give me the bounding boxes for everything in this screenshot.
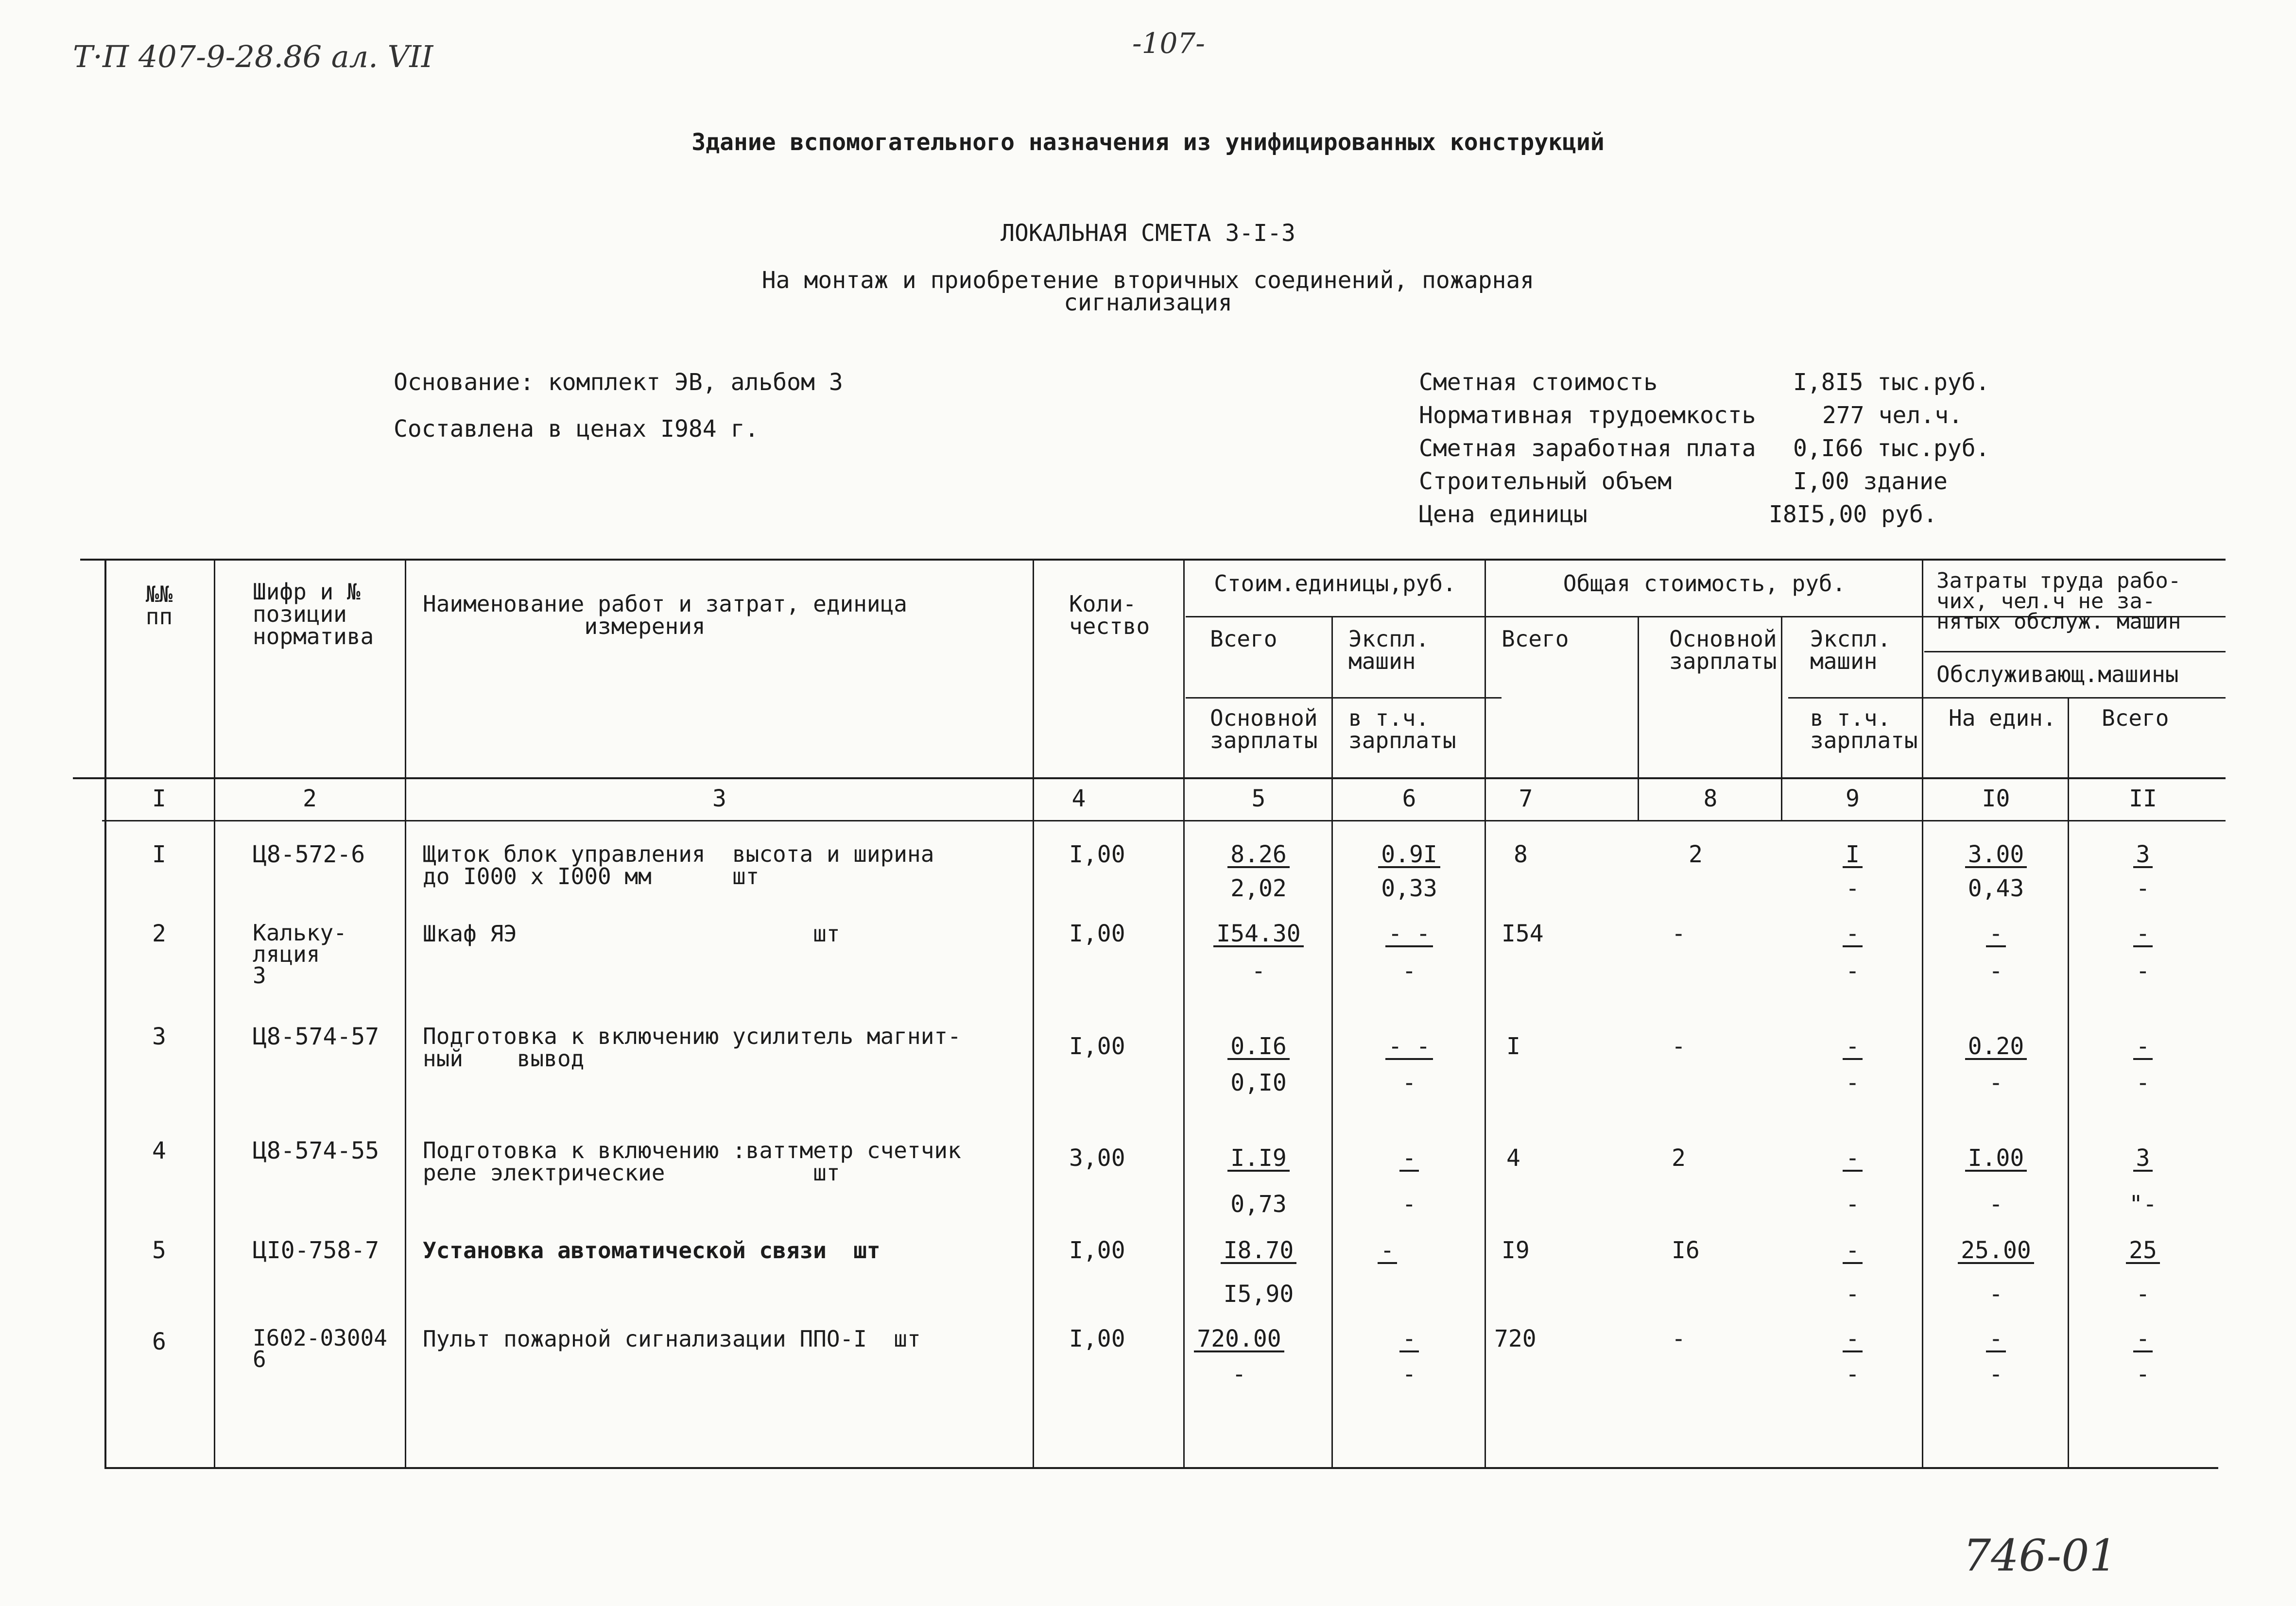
row-name: Подготовка к включению усилитель магнит- ный вывод	[423, 1023, 961, 1072]
row-number: I	[152, 841, 166, 868]
unit-machine: - -	[1385, 1035, 1433, 1060]
row-name: Установка автоматической связи шт	[423, 1237, 880, 1264]
summary-label-wage: Сметная заработная плата	[1419, 435, 1756, 462]
row-qty: I,00	[1069, 920, 1125, 947]
col-header-unit-cost: Стоим.единицы,руб.	[1214, 570, 1456, 597]
labor-per-unit-service: -	[1989, 1281, 2003, 1308]
total-machine-wage: -	[1846, 1361, 1860, 1388]
labor-total: 25	[2126, 1239, 2160, 1264]
col-header-name: Наименование работ и затрат, единица измерения	[423, 591, 907, 639]
col-header-code: Шифр и № позиции норматива	[253, 579, 374, 649]
col-number: II	[2129, 785, 2157, 812]
labor-per-unit-service: -	[1989, 1191, 2003, 1218]
unit-machine-wage: 0,33	[1381, 875, 1437, 902]
row-number: 3	[152, 1023, 166, 1050]
summary-value-labor: 277 чел.ч.	[1822, 402, 1963, 429]
col-header-labor-unit: На един.	[1949, 705, 2056, 731]
row-number: 6	[152, 1328, 166, 1355]
summary-label-labor: Нормативная трудоемкость	[1419, 402, 1756, 429]
total-all: 4	[1506, 1145, 1520, 1172]
row-code: Кальку- ляция 3	[253, 920, 347, 989]
building-title: Здание вспомогательного назначения из унифицированных конструкций	[691, 129, 1605, 156]
summary-label-cost: Сметная стоимость	[1419, 369, 1658, 396]
row-code: Ц8-574-57	[253, 1023, 380, 1050]
unit-cost-total: I54.30	[1213, 922, 1303, 947]
total-all: I	[1506, 1033, 1520, 1060]
col-header-total-cost: Общая стоимость, руб.	[1563, 570, 1846, 597]
col-number: I0	[1982, 785, 2010, 812]
col-number: I	[152, 785, 166, 812]
col-header-total-all: Всего	[1502, 626, 1569, 652]
unit-machine: - -	[1385, 922, 1433, 947]
total-all: I54	[1502, 920, 1544, 947]
archive-note: Т·П 407-9-28.86 ал. VII	[73, 39, 433, 74]
col-number: 9	[1846, 785, 1860, 812]
labor-total-service: "-	[2129, 1191, 2157, 1218]
row-qty: I,00	[1069, 1325, 1125, 1352]
labor-per-unit: -	[1986, 1327, 2006, 1352]
unit-cost-total: 0.I6	[1227, 1035, 1290, 1060]
unit-machine: -	[1378, 1239, 1398, 1264]
labor-total-service: -	[2136, 1361, 2150, 1388]
col-header-unit-machine: Экспл. машин	[1348, 626, 1430, 674]
col-number: 7	[1519, 785, 1533, 812]
row-code: ЦI0-758-7	[253, 1237, 380, 1264]
row-name: Пульт пожарной сигнализации ППО-I шт	[423, 1326, 921, 1352]
labor-per-unit-service: 0,43	[1968, 875, 2024, 902]
total-base-wage: I6	[1672, 1237, 1700, 1264]
unit-machine-wage: -	[1402, 1191, 1416, 1218]
total-machine: -	[1843, 1327, 1863, 1352]
total-all: I9	[1502, 1237, 1530, 1264]
unit-machine-wage: -	[1402, 957, 1416, 985]
unit-base-wage: 0,I0	[1230, 1069, 1287, 1096]
total-machine: -	[1843, 1239, 1863, 1264]
col-header-total-base-wage: Основной зарплаты	[1669, 626, 1777, 674]
total-all: 8	[1514, 841, 1528, 868]
total-machine-wage: -	[1846, 957, 1860, 985]
unit-machine: -	[1399, 1146, 1419, 1172]
col-header-qty: Коли- чество	[1069, 591, 1150, 639]
unit-base-wage: 2,02	[1230, 875, 1287, 902]
row-qty: I,00	[1069, 1033, 1125, 1060]
labor-total: 3	[2133, 843, 2153, 868]
labor-per-unit-service: -	[1989, 1361, 2003, 1388]
total-base-wage: -	[1672, 920, 1686, 947]
total-base-wage: 2	[1689, 841, 1703, 868]
row-qty: I,00	[1069, 1237, 1125, 1264]
total-all: 720	[1494, 1325, 1536, 1352]
col-header-unit-base-wage: Основной зарплаты	[1210, 705, 1318, 753]
col-header-total-machine: Экспл. машин	[1810, 626, 1891, 674]
document-subtitle-line1: На монтаж и приобретение вторичных соединений, пожарная	[761, 267, 1535, 294]
total-machine-wage: -	[1846, 1069, 1860, 1096]
unit-base-wage: -	[1232, 1361, 1246, 1388]
labor-total-service: -	[2136, 957, 2150, 985]
unit-cost-total: 8.26	[1227, 843, 1290, 868]
row-number: 2	[152, 920, 166, 947]
summary-value-unit-price: I8I5,00 руб.	[1769, 501, 1937, 528]
unit-base-wage: 0,73	[1230, 1191, 1287, 1218]
labor-total-service: -	[2136, 875, 2150, 902]
summary-value-volume: I,00 здание	[1793, 468, 1948, 495]
labor-per-unit: 0.20	[1965, 1035, 2027, 1060]
row-name: Шкаф ЯЭ шт	[423, 921, 840, 947]
price-year-line: Составлена в ценах I984 г.	[394, 415, 759, 443]
unit-base-wage: -	[1251, 957, 1266, 985]
archive-sheet-number: 746-01	[1963, 1530, 2117, 1581]
row-qty: 3,00	[1069, 1145, 1125, 1172]
unit-machine-wage: -	[1402, 1361, 1416, 1388]
col-number: 4	[1071, 785, 1086, 812]
row-code: Ц8-572-6	[253, 841, 365, 868]
labor-per-unit: -	[1986, 922, 2006, 947]
unit-base-wage: I5,90	[1223, 1281, 1294, 1308]
col-number: 2	[303, 785, 317, 812]
col-number: 6	[1402, 785, 1416, 812]
unit-machine: 0.9I	[1378, 843, 1440, 868]
labor-total-service: -	[2136, 1069, 2150, 1096]
labor-per-unit: 3.00	[1965, 843, 2027, 868]
labor-total: -	[2133, 1327, 2153, 1352]
total-machine: -	[1843, 1035, 1863, 1060]
total-machine: -	[1843, 1146, 1863, 1172]
total-base-wage: 2	[1672, 1145, 1686, 1172]
total-machine-wage: -	[1846, 1191, 1860, 1218]
col-header-unit-incl-wage: в т.ч. зарплаты	[1348, 705, 1456, 753]
document-title: ЛОКАЛЬНАЯ СМЕТА 3-I-3	[1001, 220, 1295, 247]
row-name: Подготовка к включению :ваттметр счетчик реле электрические шт	[423, 1137, 961, 1186]
unit-machine-wage: -	[1402, 1069, 1416, 1096]
total-machine: I	[1843, 843, 1863, 868]
labor-total: 3	[2133, 1146, 2153, 1172]
document-subtitle-line2: сигнализация	[1064, 289, 1232, 316]
col-header-num: №№ пп	[145, 581, 173, 630]
unit-machine: -	[1399, 1327, 1419, 1352]
labor-total-service: -	[2136, 1281, 2150, 1308]
col-number: 5	[1251, 785, 1266, 812]
total-machine-wage: -	[1846, 875, 1860, 902]
row-qty: I,00	[1069, 841, 1125, 868]
row-number: 5	[152, 1237, 166, 1264]
labor-per-unit-service: -	[1989, 1069, 2003, 1096]
row-name: Щиток блок управления высота и ширина до I000 х I000 мм шт	[423, 841, 934, 889]
col-number: 3	[712, 785, 726, 812]
summary-label-unit-price: Цена единицы	[1419, 501, 1588, 528]
col-header-labor-service: Обслуживающ.машины	[1936, 661, 2179, 687]
row-code: Ц8-574-55	[253, 1137, 380, 1164]
col-number: 8	[1703, 785, 1718, 812]
col-header-labor: Затраты труда рабо- чих, чел.ч не за- нятых обслуж. машин	[1936, 568, 2181, 634]
col-header-unit-total: Всего	[1210, 626, 1277, 652]
labor-per-unit-service: -	[1989, 957, 2003, 985]
total-machine: -	[1843, 922, 1863, 947]
unit-cost-total: I.I9	[1227, 1146, 1290, 1172]
row-number: 4	[152, 1137, 166, 1164]
labor-total: -	[2133, 922, 2153, 947]
summary-value-cost: I,8I5 тыс.руб.	[1793, 369, 1990, 396]
labor-per-unit: 25.00	[1958, 1239, 2034, 1264]
labor-per-unit: I.00	[1965, 1146, 2027, 1172]
total-base-wage: -	[1672, 1033, 1686, 1060]
summary-label-volume: Строительный объем	[1419, 468, 1672, 495]
unit-cost-total: 720.00	[1194, 1327, 1284, 1352]
total-base-wage: -	[1672, 1325, 1686, 1352]
total-machine-wage: -	[1846, 1281, 1860, 1308]
page-number: -107-	[1132, 27, 1205, 60]
labor-total: -	[2133, 1035, 2153, 1060]
unit-cost-total: I8.70	[1221, 1239, 1297, 1264]
col-header-labor-total: Всего	[2102, 705, 2169, 731]
summary-value-wage: 0,I66 тыс.руб.	[1793, 435, 1990, 462]
basis-line: Основание: комплект ЭВ, альбом 3	[394, 369, 843, 396]
row-code: I602-03004 6	[253, 1325, 387, 1372]
col-header-total-incl-wage: в т.ч. зарплаты	[1810, 705, 1918, 753]
